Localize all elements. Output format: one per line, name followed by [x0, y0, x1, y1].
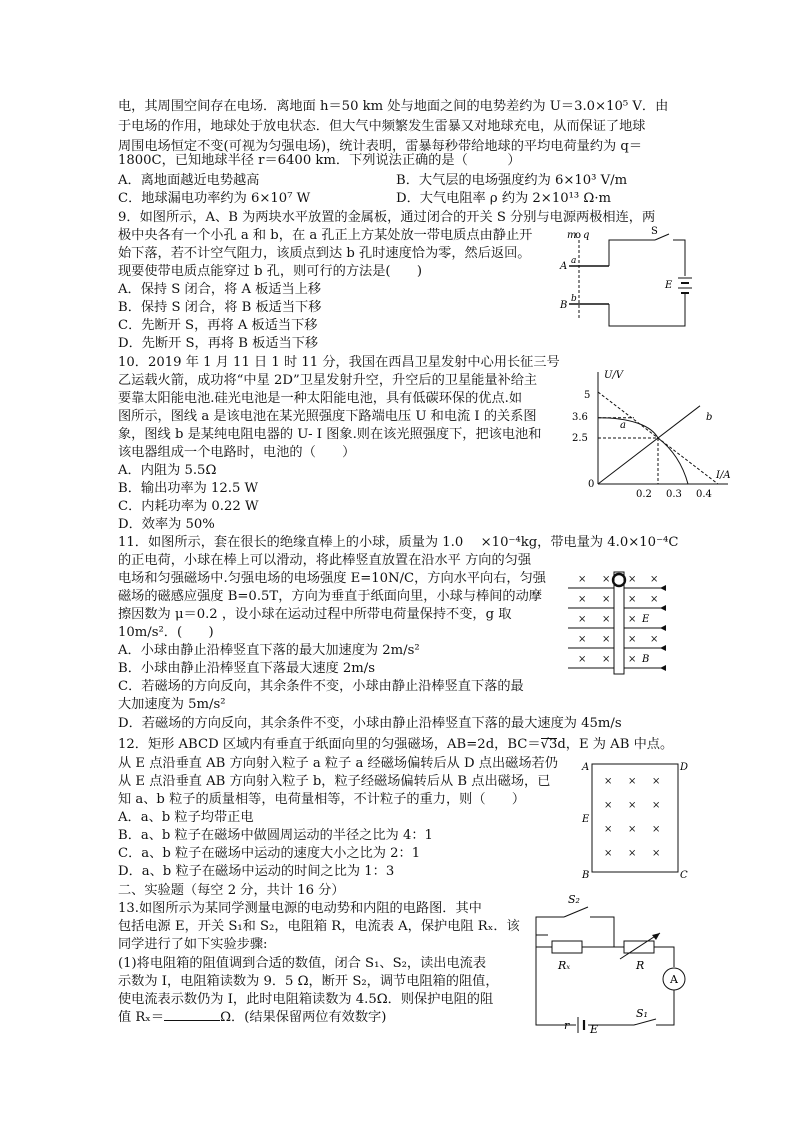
q10-option-d: D．效率为 50%	[118, 517, 215, 532]
q9-line3: 始下落，若不计空气阻力，该质点到达 b 孔时速度恰为零，然后返回。	[118, 246, 531, 261]
tick-x-03: 0.3	[666, 489, 682, 500]
q10-option-a: A．内阻为 5.5Ω	[118, 463, 217, 478]
svg-text:×: ×	[578, 594, 587, 605]
q10-line6: 该电器组成一个电路时，电池的（ ）	[118, 445, 356, 460]
svg-text:×: ×	[602, 574, 611, 585]
q9-fig-A: A	[560, 261, 568, 272]
q12-line1: 12．矩形 ABCD 区域内有垂直于纸面向里的匀强磁场，AB=2d，BC＝√3d，E 为 AB 中点。	[118, 737, 674, 752]
q8-line4: 1800C，已知地球半径 r＝6400 km．下列说法正确的是（ ）	[118, 153, 521, 168]
q13-line3: 同学进行了如下实验步骤:	[118, 937, 268, 952]
q9-circuit-figure	[555, 226, 695, 330]
q8-line3: 周围电场恒定不变(可视为匀强电场)，统计表明，雷暴每秒带给地球的平均电荷量约为 q＝	[118, 139, 643, 154]
q13-line5: 示数为 I，电阻箱读数为 9．5 Ω，断开 S₂，调节电阻箱的阻值，	[118, 974, 499, 989]
svg-text:×: ×	[650, 634, 659, 645]
fig-Rx: Rₓ	[558, 959, 571, 972]
svg-text:×: ×	[628, 654, 637, 665]
svg-text:×: ×	[650, 574, 659, 585]
series-b-label: b	[706, 412, 713, 423]
q9-fig-S: S	[651, 226, 658, 237]
q9-fig-E: E	[665, 280, 673, 291]
svg-text:×: ×	[604, 824, 613, 835]
q11-option-b: B．小球由静止沿棒竖直下落最大速度 2m/s	[118, 661, 375, 676]
q8-option-c: C．地球漏电功率约为 6×10⁷ W	[118, 191, 311, 206]
q13-line7: 值 Rₓ＝ Ω．(结果保留两位有效数字)	[118, 1010, 387, 1025]
q11-option-d: D．若磁场的方向反向，其余条件不变，小球由静止沿棒竖直下落的最大速度为 45m/s	[118, 716, 622, 731]
q13-line1: 13.如图所示为某同学测量电源的电动势和内阻的电路图．其中	[118, 901, 482, 916]
svg-text:×: ×	[604, 800, 613, 811]
tick-x-04: 0.4	[696, 489, 712, 500]
q11-line1: 11．如图所示，套在很长的绝缘直棒上的小球，质量为 1.0 ×10⁻⁴kg，带电量为 4.0×10⁻⁴C	[118, 535, 679, 550]
q9-wire-top	[609, 240, 655, 266]
section-2-heading: 二、实验题（每空 2 分，共计 16 分）	[118, 883, 345, 898]
svg-text:×: ×	[628, 776, 637, 787]
tick-x-02: 0.2	[636, 489, 652, 500]
q11-field-figure	[566, 568, 668, 674]
q13-line2: 包括电源 E，开关 S₁和 S₂，电阻箱 R，电流表 A，保护电阻 Rₓ．该	[118, 919, 520, 934]
svg-text:×: ×	[628, 614, 637, 625]
q9-wire-bottom	[609, 294, 685, 326]
q8-option-d: D．大气电阻率 ρ 约为 2×10¹³ Ω·m	[396, 191, 612, 206]
q13-line6: 使电流表示数仍为 I，此时电阻箱读数为 4.5Ω．则保护电阻的阻	[118, 992, 494, 1007]
q11-fig-B: B	[642, 654, 650, 665]
q9-fig-q: q	[583, 230, 590, 241]
fig-S2: S₂	[568, 893, 580, 906]
q11-line4: 磁场的磁感应强度 B=0.5T，方向为垂直于纸面向里，小球与棒间的动摩	[118, 589, 542, 604]
answer-blank[interactable]	[164, 1008, 220, 1021]
sqrt3-symbol: √3	[540, 737, 558, 752]
q12-option-d: D．a、b 粒子在磁场中运动的时间之比为 1：3	[118, 864, 395, 879]
q9-option-a: A．保持 S 闭合，将 A 板适当上移	[118, 282, 322, 297]
fig-Am: A	[670, 973, 678, 986]
q9-fig-b: b	[571, 294, 577, 304]
svg-text:×: ×	[628, 594, 637, 605]
q9-wire-right	[673, 240, 685, 276]
fig-R: R	[636, 959, 645, 972]
origin-label: 0	[588, 479, 595, 490]
svg-text:×: ×	[604, 776, 613, 787]
q8-option-b: B．大气层的电场强度约为 6×10³ V/m	[396, 173, 628, 188]
q9-line2: 极中央各有一个小孔 a 和 b，在 a 孔正上方某处放一带电质点由静止开	[118, 228, 533, 243]
fig-S1: S₁	[636, 1007, 648, 1020]
svg-text:×: ×	[652, 824, 661, 835]
q11-option-c1: C．若磁场的方向反向，其余条件不变，小球由静止沿棒竖直下落的最	[118, 679, 524, 694]
svg-text:×: ×	[602, 634, 611, 645]
q11-line5: 擦因数为 μ＝0.2 ，设小球在运动过程中所带电荷量保持不变，g 取	[118, 607, 512, 622]
tick-y-5: 5	[584, 390, 591, 401]
q10-line4: 图所示，图线 a 是该电池在某光照强度下路端电压 U 和电流 I 的关系图	[118, 409, 537, 424]
svg-text:×: ×	[578, 634, 587, 645]
svg-text:×: ×	[650, 594, 659, 605]
y-axis-label: U/V	[604, 370, 624, 381]
svg-text:×: ×	[602, 594, 611, 605]
s2-branch	[536, 917, 564, 935]
q12-option-b: B．a、b 粒子在磁场中做圆周运动的半径之比为 4：1	[118, 828, 433, 843]
q12-fig-B: B	[582, 870, 590, 881]
svg-text:×: ×	[628, 848, 637, 859]
svg-text:×: ×	[602, 614, 611, 625]
q10-line1: 10．2019 年 1 月 11 日 1 时 11 分，我国在西昌卫星发射中心用长征三号	[118, 355, 560, 370]
q12-magnetic-field-figure	[580, 760, 690, 880]
q12-line4: 知 a、b 粒子的质量相等，电荷量相等，不计粒子的重力，则（ ）	[118, 792, 526, 807]
q12-fig-D: D	[680, 762, 689, 773]
q11-line2: 的正电荷，小球在棒上可以滑动，将此棒竖直放置在沿水平 方向的匀强	[118, 553, 532, 568]
q12-line2: 从 E 点沿垂直 AB 方向射入粒子 a 粒子 a 经磁场偏转后从 D 点出磁场若仍	[118, 756, 558, 771]
q9-fig-a: a	[571, 256, 577, 266]
fig-E: E	[590, 1023, 599, 1036]
q13-line4: (1)将电阻箱的阻值调到合适的数值，闭合 S₁、S₂，读出电流表	[118, 956, 487, 971]
tick-y-36: 3.6	[572, 412, 588, 423]
svg-text:×: ×	[602, 654, 611, 665]
svg-text:×: ×	[578, 614, 587, 625]
svg-text:×: ×	[604, 848, 613, 859]
insulated-rod	[614, 572, 624, 674]
svg-text:×: ×	[628, 800, 637, 811]
tick-y-25: 2.5	[572, 433, 588, 444]
svg-text:×: ×	[628, 574, 637, 585]
q10-line3: 要靠太阳能电池.硅光电池是一种太阳能电池，具有低碳环保的优点.如	[118, 391, 523, 406]
q13-circuit-figure	[528, 893, 694, 1035]
fig-r: r	[564, 1019, 570, 1032]
q8-option-a: A．离地面越近电势越高	[118, 173, 260, 188]
q11-option-c2: 大加速度为 5m/s²	[118, 697, 226, 712]
series-a-label: a	[620, 420, 626, 431]
switch-s2	[564, 907, 588, 917]
q12-fig-A: A	[582, 762, 590, 773]
q10-option-b: B．输出功率为 12.5 W	[118, 481, 259, 496]
q11-fig-E: E	[642, 614, 650, 625]
q9-option-d: D．先断开 S，再将 B 板适当下移	[118, 336, 319, 351]
x-axis-label: I/A	[716, 470, 731, 481]
svg-text:×: ×	[652, 848, 661, 859]
q10-ui-chart	[568, 366, 732, 500]
q12-option-c: C．a、b 粒子在磁场中运动的速度大小之比为 2：1	[118, 846, 421, 861]
q10-line2: 乙运载火箭，成功将“中星 2D”卫星发射升空，升空后的卫星能量补给主	[118, 373, 538, 388]
q9-fig-B: B	[560, 300, 568, 311]
q9-option-c: C．先断开 S，再将 A 板适当下移	[118, 318, 318, 333]
svg-text:×: ×	[628, 824, 637, 835]
q12-line3: 从 E 点沿垂直 AB 方向射入粒子 b，粒子经磁场偏转后从 B 点出磁场，已	[118, 774, 551, 789]
q9-option-b: B．保持 S 闭合，将 B 板适当下移	[118, 300, 322, 315]
q9-line4: 现要使带电质点能穿过 b 孔，则可行的方法是( )	[118, 264, 423, 279]
q11-line6: 10m/s²．( )	[118, 625, 214, 640]
q12-fig-E: E	[582, 814, 590, 825]
svg-text:×: ×	[652, 800, 661, 811]
svg-text:×: ×	[652, 776, 661, 787]
svg-text:×: ×	[578, 574, 587, 585]
q10-option-c: C．内耗功率为 0.22 W	[118, 499, 259, 514]
resistor-rx	[552, 941, 582, 953]
q12-fig-C: C	[680, 870, 688, 881]
q8-line1: 电，其周围空间存在电场．离地面 h＝50 km 处与地面之间的电势差约为 U＝3.0×10⁵ V．由	[118, 99, 669, 114]
svg-text:×: ×	[628, 634, 637, 645]
q8-line2: 于电场的作用，地球处于放电状态．但大气中频繁发生雷暴又对地球充电，从而保证了地球	[118, 119, 646, 134]
q9-fig-o: o	[575, 230, 582, 241]
svg-text:×: ×	[578, 654, 587, 665]
q9-line1: 9．如图所示，A、B 为两块水平放置的金属板，通过闭合的开关 S 分别与电源两极相连，两	[118, 210, 656, 225]
q10-line5: 象，图线 b 是某纯电阻电器的 U- I 图象.则在该光照强度下，把该电池和	[118, 427, 542, 442]
q12-option-a: A．a、b 粒子均带正电	[118, 810, 254, 825]
q11-line3: 电场和匀强磁场中.匀强电场的电场强度 E=10N/C，方向水平向右，匀强	[118, 571, 546, 586]
q9-fig-m: m	[567, 230, 577, 241]
q11-option-a: A．小球由静止沿棒竖直下落的最大加速度为 2m/s²	[118, 643, 420, 658]
